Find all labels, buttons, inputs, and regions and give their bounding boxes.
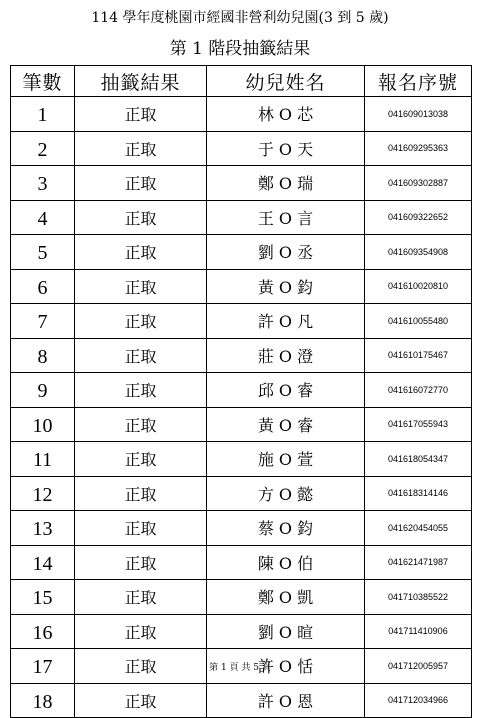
row-count-cell: 17 (11, 649, 75, 684)
row-result-cell: 正取 (75, 683, 207, 718)
page-footer: 第 1 頁 共 5 頁 (209, 663, 271, 673)
table-row (11, 476, 472, 511)
table-row (11, 131, 472, 166)
header-registration-no: 報名序號 (365, 66, 472, 97)
row-registration-no-cell: 041609322652 (365, 200, 472, 235)
row-count-cell: 5 (11, 235, 75, 270)
table-row (11, 545, 472, 580)
table-row (11, 166, 472, 201)
row-result-cell: 正取 (75, 338, 207, 373)
table-row (11, 200, 472, 235)
row-child-name-cell: 方 O 懿 (207, 476, 365, 511)
row-result-cell: 正取 (75, 269, 207, 304)
row-count-cell: 1 (11, 97, 75, 132)
table-row (11, 269, 472, 304)
row-count-cell: 4 (11, 200, 75, 235)
table-row (11, 442, 472, 477)
table-row (11, 304, 472, 339)
row-count-cell: 6 (11, 269, 75, 304)
row-registration-no-cell: 041618314146 (365, 476, 472, 511)
row-count-cell: 14 (11, 545, 75, 580)
row-registration-no-cell: 041712005957 (365, 649, 472, 684)
table-header-row (11, 66, 472, 97)
row-count-cell: 10 (11, 407, 75, 442)
row-count-cell: 3 (11, 166, 75, 201)
row-count-cell: 15 (11, 580, 75, 615)
row-registration-no-cell: 041609354908 (365, 235, 472, 270)
table-row (11, 97, 472, 132)
row-child-name-cell: 莊 O 澄 (207, 338, 365, 373)
table-row (11, 580, 472, 615)
row-registration-no-cell: 041710385522 (365, 580, 472, 615)
header-child-name: 幼兒姓名 (207, 66, 365, 97)
row-child-name-cell: 許 O 凡 (207, 304, 365, 339)
row-result-cell: 正取 (75, 442, 207, 477)
row-registration-no-cell: 041618054347 (365, 442, 472, 477)
row-result-cell: 正取 (75, 476, 207, 511)
table-row (11, 338, 472, 373)
row-result-cell: 正取 (75, 545, 207, 580)
row-registration-no-cell: 041610055480 (365, 304, 472, 339)
header-count: 筆數 (11, 66, 75, 97)
row-child-name-cell: 邱 O 睿 (207, 373, 365, 408)
row-child-name-cell: 施 O 萱 (207, 442, 365, 477)
row-registration-no-cell: 041610020810 (365, 269, 472, 304)
row-child-name-cell: 蔡 O 鈞 (207, 511, 365, 546)
row-count-cell: 2 (11, 131, 75, 166)
row-registration-no-cell: 041609295363 (365, 131, 472, 166)
document-subtitle: 第 1 階段抽籤結果 (169, 39, 311, 59)
lottery-results-table (10, 65, 472, 718)
row-child-name-cell: 黃 O 睿 (207, 407, 365, 442)
table-row (11, 683, 472, 718)
header-result: 抽籤結果 (75, 66, 207, 97)
row-child-name-cell: 于 O 天 (207, 131, 365, 166)
row-result-cell: 正取 (75, 235, 207, 270)
row-child-name-cell: 陳 O 伯 (207, 545, 365, 580)
row-result-cell: 正取 (75, 614, 207, 649)
row-child-name-cell: 鄭 O 瑞 (207, 166, 365, 201)
row-count-cell: 13 (11, 511, 75, 546)
row-child-name-cell: 王 O 言 (207, 200, 365, 235)
row-count-cell: 7 (11, 304, 75, 339)
row-result-cell: 正取 (75, 511, 207, 546)
row-count-cell: 9 (11, 373, 75, 408)
row-registration-no-cell: 041609013038 (365, 97, 472, 132)
row-registration-no-cell: 041616072770 (365, 373, 472, 408)
row-child-name-cell: 劉 O 丞 (207, 235, 365, 270)
row-result-cell: 正取 (75, 304, 207, 339)
row-registration-no-cell: 041620454055 (365, 511, 472, 546)
row-count-cell: 8 (11, 338, 75, 373)
table-row (11, 407, 472, 442)
row-count-cell: 18 (11, 683, 75, 718)
row-child-name-cell: 鄭 O 凱 (207, 580, 365, 615)
row-count-cell: 12 (11, 476, 75, 511)
row-result-cell: 正取 (75, 200, 207, 235)
row-child-name-cell: 許 O 恬 (207, 649, 365, 684)
row-result-cell: 正取 (75, 166, 207, 201)
row-child-name-cell: 劉 O 暄 (207, 614, 365, 649)
row-count-cell: 11 (11, 442, 75, 477)
row-count-cell: 16 (11, 614, 75, 649)
table-row (11, 235, 472, 270)
document-title: 114 學年度桃園市經國非營利幼兒園(3 到 5 歲) (91, 10, 389, 26)
row-result-cell: 正取 (75, 131, 207, 166)
table-row (11, 614, 472, 649)
row-result-cell: 正取 (75, 97, 207, 132)
table-row (11, 373, 472, 408)
row-result-cell: 正取 (75, 373, 207, 408)
row-registration-no-cell: 041712034966 (365, 683, 472, 718)
row-registration-no-cell: 041610175467 (365, 338, 472, 373)
row-child-name-cell: 黃 O 鈞 (207, 269, 365, 304)
row-registration-no-cell: 041711410906 (365, 614, 472, 649)
row-result-cell: 正取 (75, 580, 207, 615)
row-child-name-cell: 許 O 恩 (207, 683, 365, 718)
row-registration-no-cell: 041609302887 (365, 166, 472, 201)
table-row (11, 511, 472, 546)
row-result-cell: 正取 (75, 407, 207, 442)
row-result-cell: 正取 (75, 649, 207, 684)
row-child-name-cell: 林 O 芯 (207, 97, 365, 132)
row-registration-no-cell: 041617055943 (365, 407, 472, 442)
row-registration-no-cell: 041621471987 (365, 545, 472, 580)
